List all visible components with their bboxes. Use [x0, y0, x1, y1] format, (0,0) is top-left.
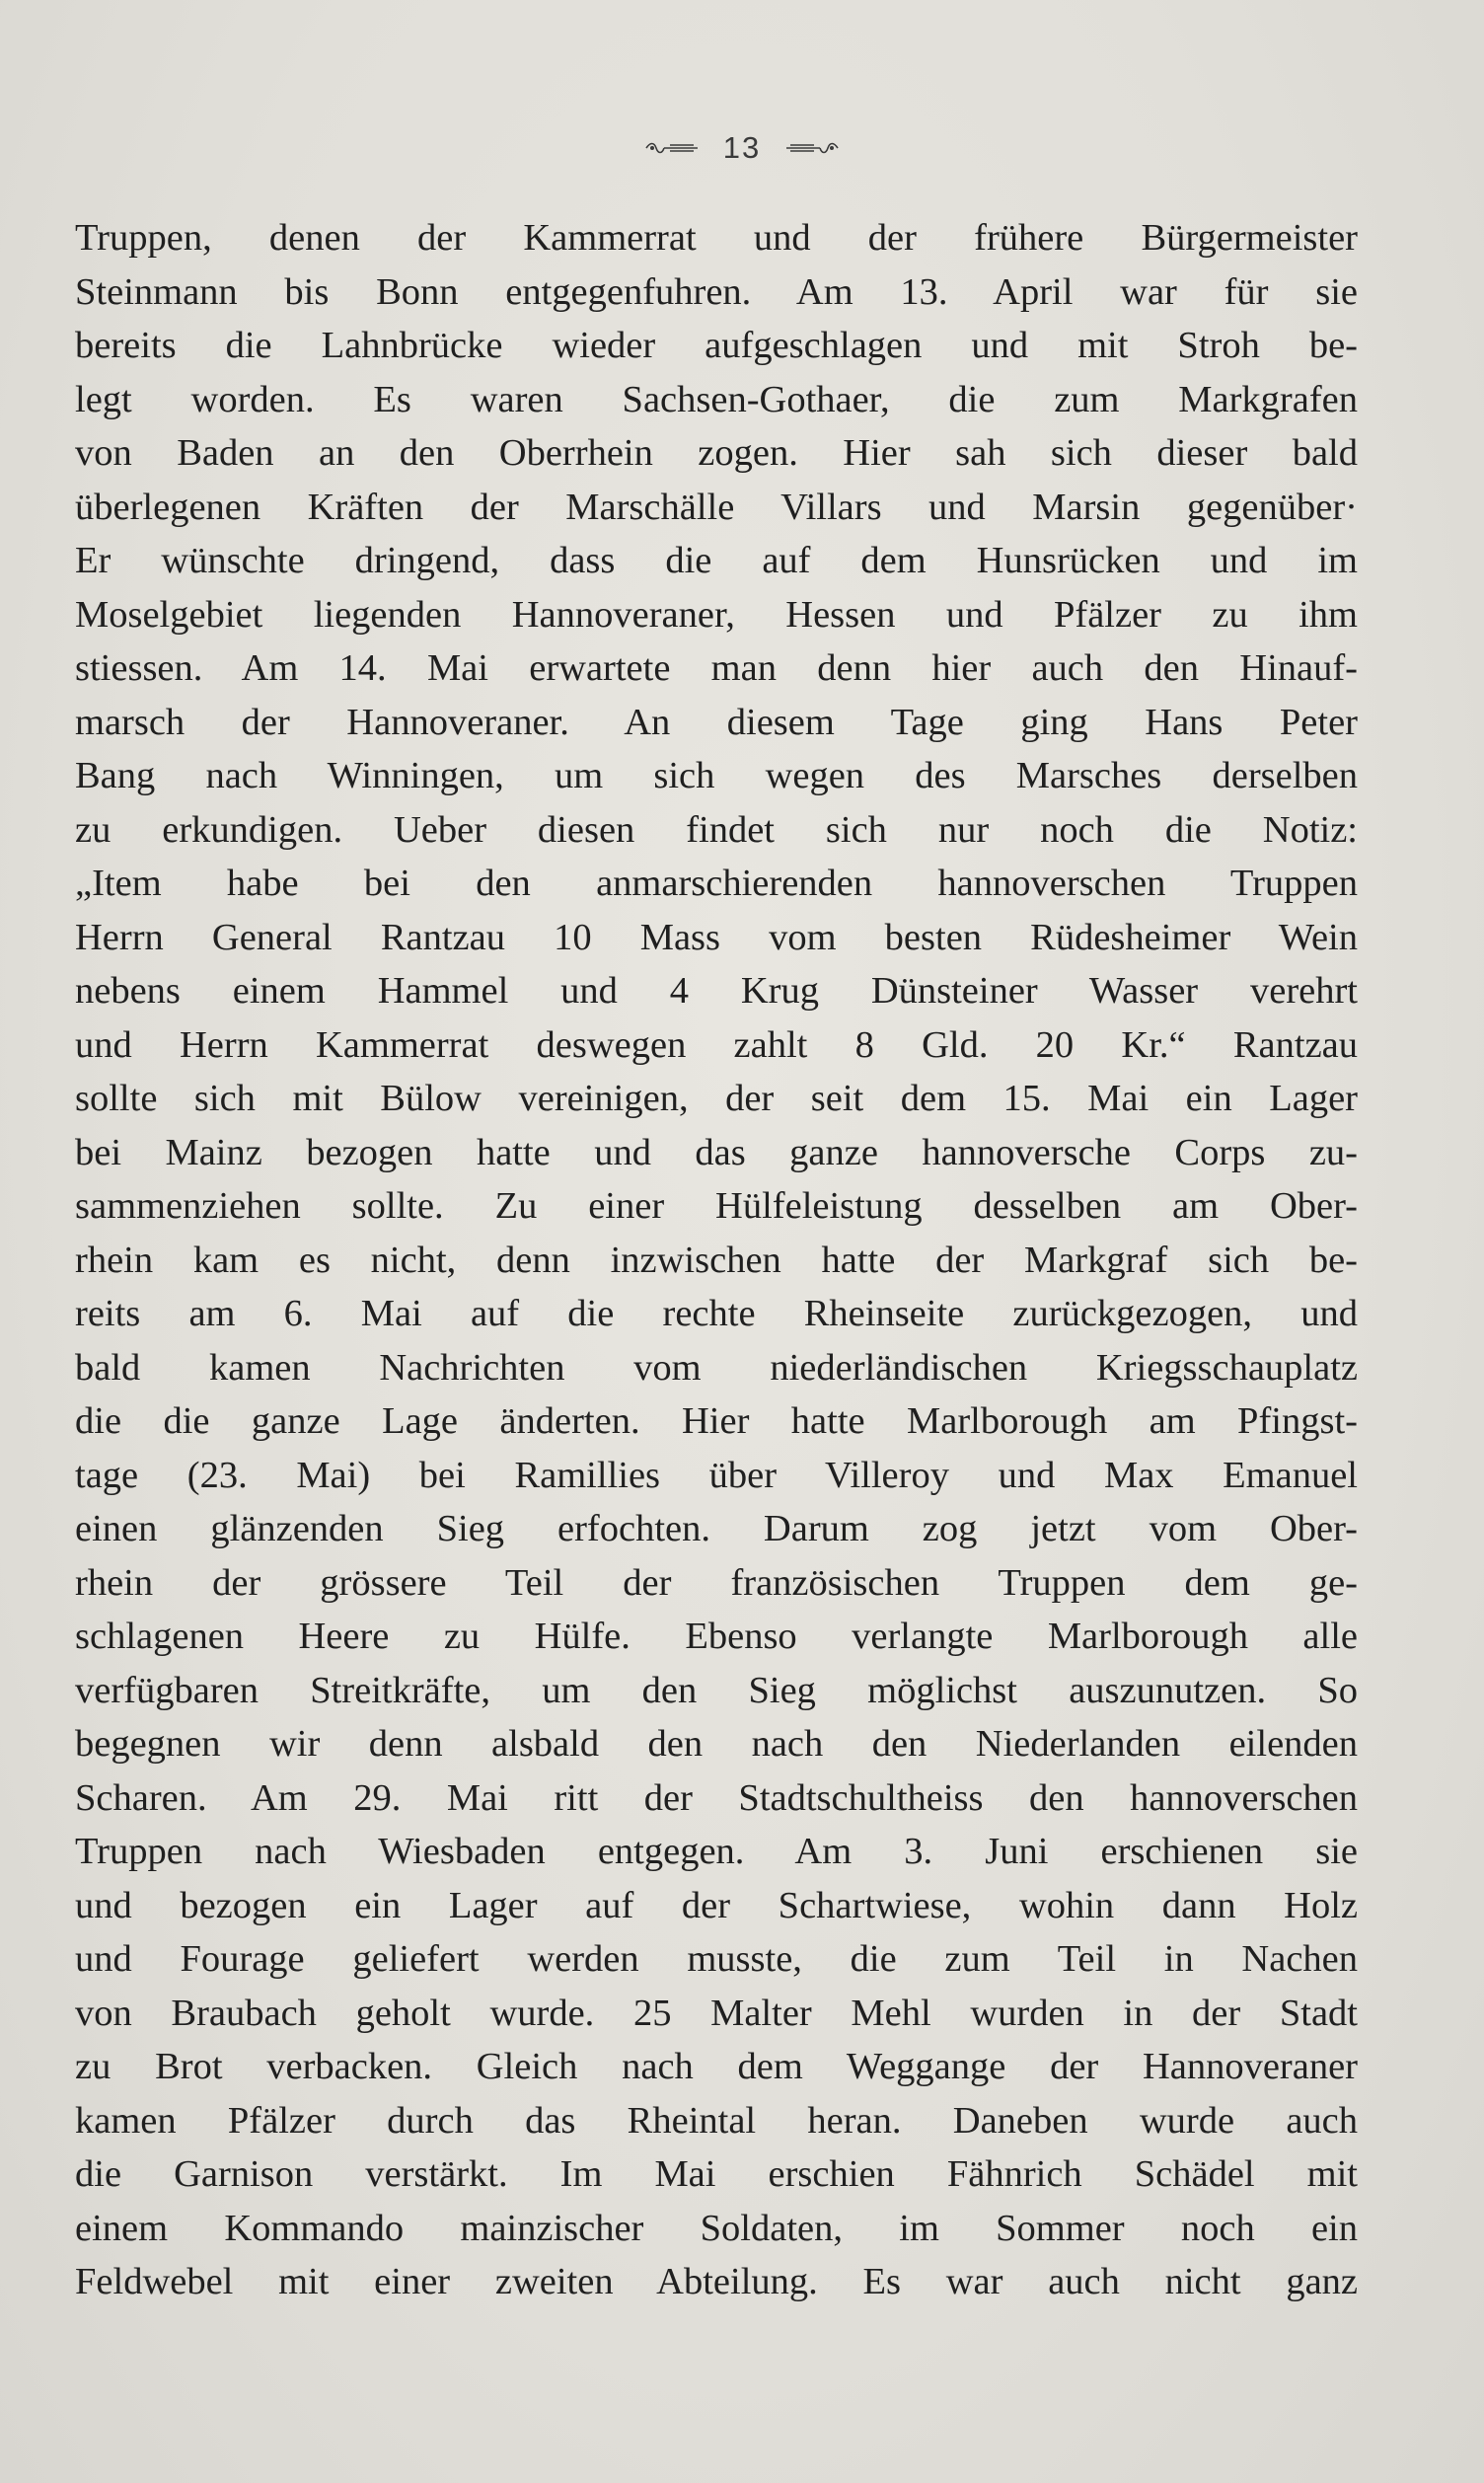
text-line: schlagenen Heere zu Hülfe. Ebenso verlangte Marlborough alle — [75, 1616, 1358, 1657]
page-header — [0, 126, 1484, 166]
text-line: und Fourage geliefert werden musste, die zum Teil in Nachen — [75, 1938, 1358, 1980]
text-line: einem Kommando mainzischer Soldaten, im Sommer noch ein — [75, 2207, 1358, 2249]
text-line: die die ganze Lage änderten. Hier hatte Marlborough am Pfingst- — [75, 1400, 1358, 1442]
text-line: tage (23. Mai) bei Ramillies über Villeroy und Max Emanuel — [75, 1454, 1358, 1496]
text-line: marsch der Hannoveraner. An diesem Tage ging Hans Peter — [75, 701, 1358, 743]
text-line: überlegenen Kräften der Marschälle Villars und Marsin gegenüber· — [75, 486, 1358, 528]
text-line: „Item habe bei den anmarschierenden hannoverschen Truppen — [75, 863, 1358, 904]
text-line: Moselgebiet liegenden Hannoveraner, Hessen und Pfälzer zu ihm — [75, 593, 1358, 636]
left-ornament-icon — [644, 141, 700, 155]
text-line: rhein kam es nicht, denn inzwischen hatte der Markgraf sich be- — [75, 1239, 1358, 1281]
text-line: zu Brot verbacken. Gleich nach dem Weggange der Hannoveraner — [75, 2046, 1358, 2087]
text-line: rhein der grössere Teil der französischen Truppen dem ge- — [75, 1561, 1358, 1604]
text-line: legt worden. Es waren Sachsen-Gothaer, die zum Markgrafen — [75, 378, 1358, 420]
text-line: Feldwebel mit einer zweiten Abteilung. Es war auch nicht ganz — [75, 2261, 1358, 2302]
text-line: bereits die Lahnbrücke wieder aufgeschlagen und mit Stroh be- — [75, 325, 1358, 366]
text-line: und Herrn Kammerrat deswegen zahlt 8 Gld. 20 Kr.“ Rantzau — [75, 1023, 1358, 1066]
text-line: Herrn General Rantzau 10 Mass vom besten Rüdesheimer Wein — [75, 916, 1358, 958]
text-line: Truppen nach Wiesbaden entgegen. Am 3. Juni erschienen sie — [75, 1831, 1358, 1872]
text-line: begegnen wir denn alsbald den nach den Niederlanden eilenden — [75, 1723, 1358, 1765]
text-line: Scharen. Am 29. Mai ritt der Stadtschultheiss den hannoverschen — [75, 1776, 1358, 1819]
text-line: kamen Pfälzer durch das Rheintal heran. Daneben wurde auch — [75, 2099, 1358, 2142]
page-number: 13 — [722, 129, 762, 165]
body-text — [75, 211, 1358, 2309]
text-line: nebens einem Hammel und 4 Krug Dünsteiner Wasser verehrt — [75, 970, 1358, 1012]
text-line: von Baden an den Oberrhein zogen. Hier sah sich dieser bald — [75, 432, 1358, 474]
text-line: Truppen, denen der Kammerrat und der frühere Bürgermeister — [75, 217, 1358, 259]
text-line: bald kamen Nachrichten vom niederländischen Kriegsschauplatz — [75, 1346, 1358, 1389]
text-line: Steinmann bis Bonn entgegenfuhren. Am 13. April war für sie — [75, 270, 1358, 313]
text-line: reits am 6. Mai auf die rechte Rheinseite zurückgezogen, und — [75, 1293, 1358, 1334]
text-line: die Garnison verstärkt. Im Mai erschien Fähnrich Schädel mit — [75, 2153, 1358, 2195]
text-line: einen glänzenden Sieg erfochten. Darum zog jetzt vom Ober- — [75, 1508, 1358, 1549]
text-line: zu erkundigen. Ueber diesen findet sich nur noch die Notiz: — [75, 808, 1358, 851]
text-line: und bezogen ein Lager auf der Schartwiese, wohin dann Holz — [75, 1884, 1358, 1926]
text-line: stiessen. Am 14. Mai erwartete man denn hier auch den Hinauf- — [75, 647, 1358, 689]
right-ornament-icon — [784, 141, 840, 155]
text-line: verfügbaren Streitkräfte, um den Sieg möglichst auszunutzen. So — [75, 1669, 1358, 1711]
text-line: Er wünschte dringend, dass die auf dem Hunsrücken und im — [75, 540, 1358, 581]
text-line: von Braubach geholt wurde. 25 Malter Mehl wurden in der Stadt — [75, 1992, 1358, 2034]
text-line: Bang nach Winningen, um sich wegen des Marsches derselben — [75, 755, 1358, 796]
text-line: bei Mainz bezogen hatte und das ganze hannoversche Corps zu- — [75, 1131, 1358, 1173]
text-line: sollte sich mit Bülow vereinigen, der seit dem 15. Mai ein Lager — [75, 1078, 1358, 1119]
text-line: sammenziehen sollte. Zu einer Hülfeleistung desselben am Ober- — [75, 1185, 1358, 1227]
